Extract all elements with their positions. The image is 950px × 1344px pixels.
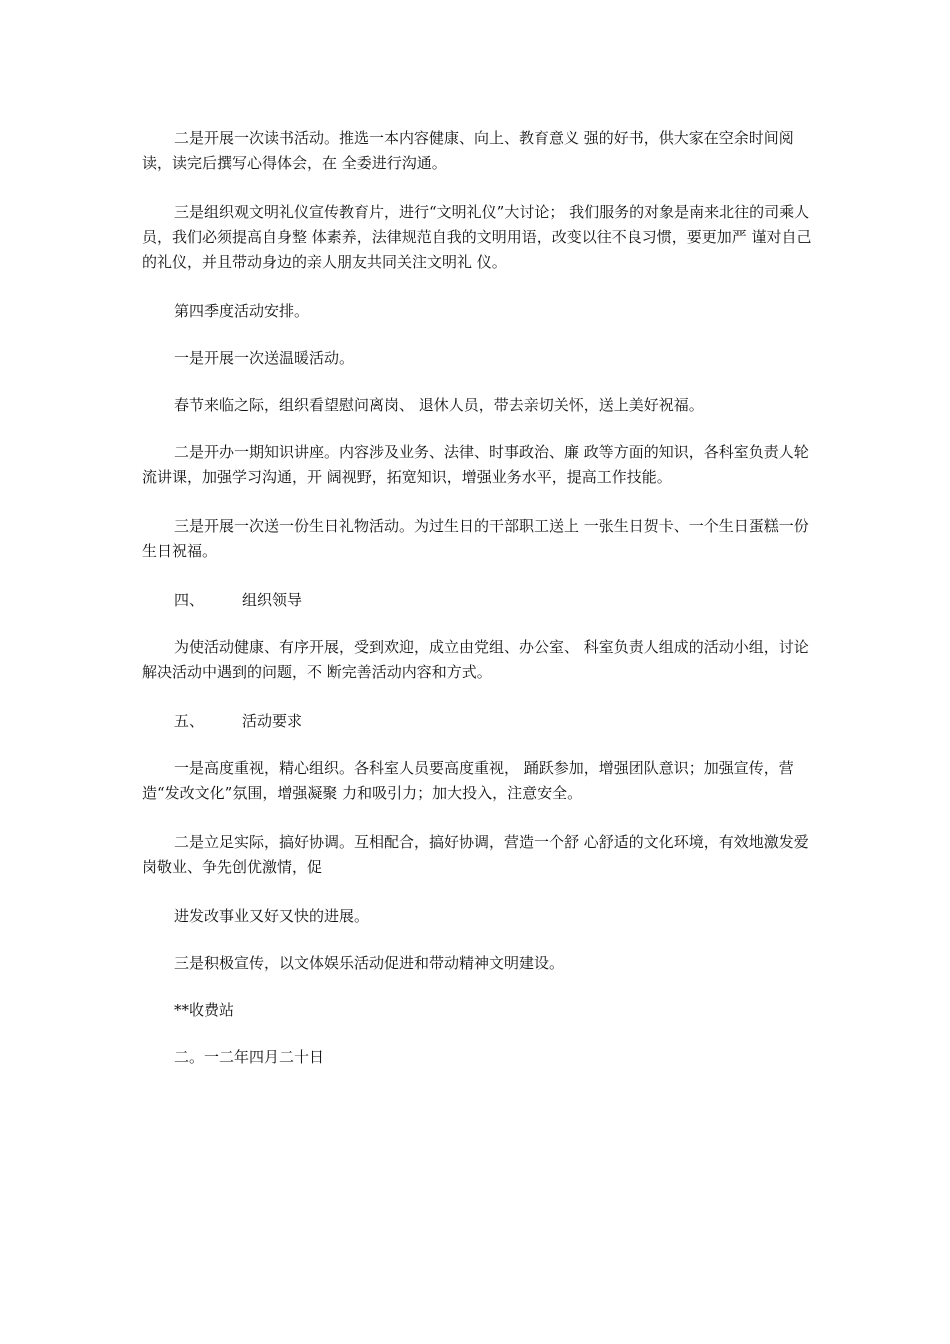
section-number: 四、 [174, 591, 205, 609]
paragraph-reading-activity: 二是开展一次读书活动。推选一本内容健康、向上、教育意义 强的好书，供大家在空余时间阅读，读完后撰写心得体会，在 全委进行沟通。 [142, 129, 794, 172]
section-number: 五、 [174, 712, 205, 730]
paragraph-q4-plan: 第四季度活动安排。 [174, 302, 310, 320]
section-title: 组织领导 [242, 591, 303, 609]
section-heading-requirements [142, 709, 812, 734]
paragraph-requirement-promotion: 三是积极宣传，以文体娱乐活动促进和带动精神文明建设。 [174, 954, 565, 972]
paragraph-etiquette-activity: 三是组织观文明礼仪宣传教育片，进行“文明礼仪”大讨论； 我们服务的对象是南来北往的司乘人员，我们必须提高自身整 体素养，法律规范自我的文明用语，改变以往不良习惯，要更加严 谨对自己的礼仪，并且带动身边的亲人朋友共同关注文明礼 仪。 [142, 203, 812, 271]
signature-date: 二。一二年四月二十日 [174, 1048, 325, 1066]
paragraph-lecture: 二是开办一期知识讲座。内容涉及业务、法律、时事政治、廉 政等方面的知识，各科室负责人轮流讲课，加强学习沟通，开 阔视野，拓宽知识，增强业务水平，提高工作技能。 [142, 443, 809, 486]
paragraph-requirement-coordination: 二是立足实际，搞好协调。互相配合，搞好协调，营造一个舒 心舒适的文化环境，有效地激发爱岗敬业、争先创优激情，促 [142, 833, 809, 876]
section-title: 活动要求 [242, 712, 303, 730]
paragraph-warmth-activity: 一是开展一次送温暖活动。 [174, 349, 355, 367]
paragraph-requirement-attention: 一是高度重视，精心组织。各科室人员要高度重视， 踊跃参加，增强团队意识；加强宣传，营造“发改文化”氛围，增强凝聚 力和吸引力；加大投入，注意安全。 [142, 759, 794, 802]
paragraph-birthday-gift: 三是开展一次送一份生日礼物活动。为过生日的干部职工送上 一张生日贺卡、一个生日蛋糕一份生日祝福。 [142, 517, 809, 560]
paragraph-spring-festival: 春节来临之际，组织看望慰问离岗、 退休人员，带去亲切关怀，送上美好祝福。 [174, 396, 704, 414]
section-heading-organization [142, 588, 812, 613]
paragraph-requirement-progress: 进发改事业又好又快的进展。 [174, 907, 370, 925]
paragraph-organization: 为使活动健康、有序开展，受到欢迎，成立由党组、办公室、 科室负责人组成的活动小组，讨论解决活动中遇到的问题，不 断完善活动内容和方式。 [142, 638, 809, 681]
document-page [142, 126, 812, 1070]
signature-organization: **收费站 [174, 1001, 235, 1019]
